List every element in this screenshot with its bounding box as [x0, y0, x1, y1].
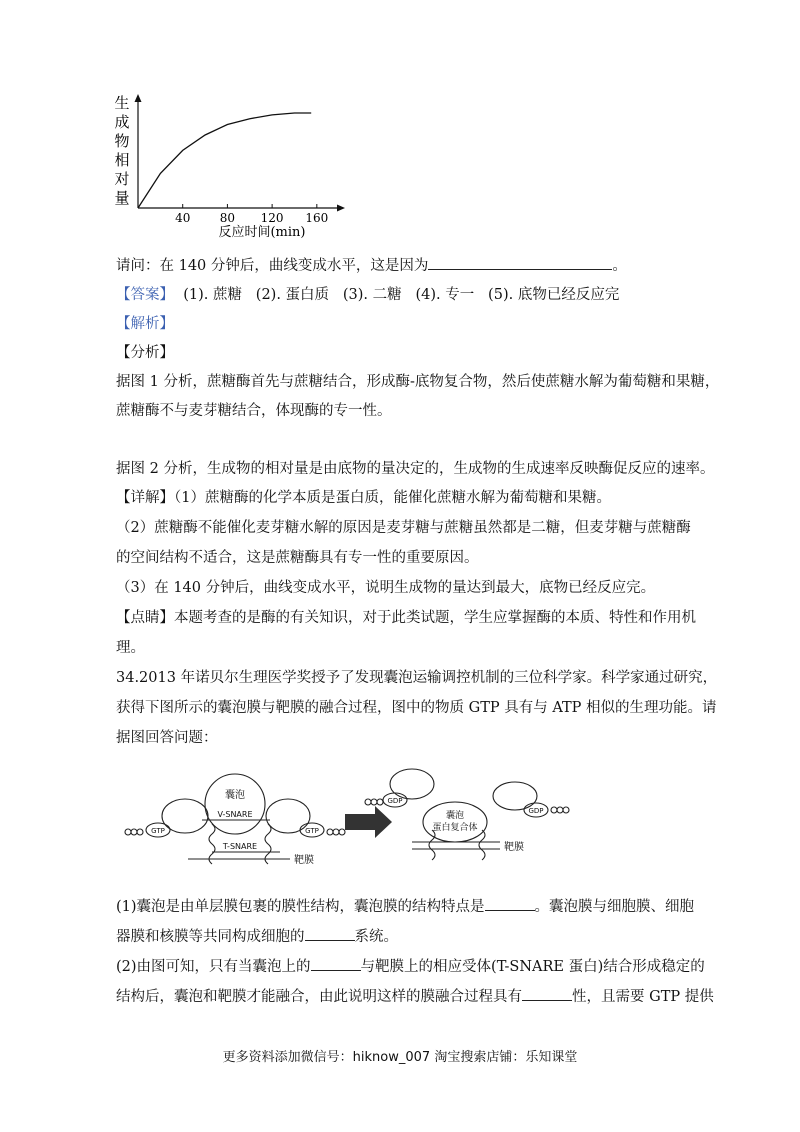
- x-tick-label: 160: [305, 211, 329, 225]
- y-label-char: 相: [114, 151, 130, 169]
- right-chain: [327, 829, 345, 835]
- vesicle-circle: [205, 774, 265, 834]
- complex-ellipse: [423, 802, 487, 842]
- detail2-line2: 的空间结构不适合，这是蔗糖酶具有专一性的重要原因。: [116, 550, 479, 566]
- gdp-right-label: GDP: [528, 807, 544, 815]
- sub2-c: 结构后，囊泡和靶膜才能融合，由此说明这样的膜融合过程具有: [116, 989, 522, 1005]
- x-axis-arrow: [337, 205, 345, 212]
- gtp-left-label: GTP: [151, 827, 165, 835]
- right-protein-ellipse: [266, 799, 310, 833]
- process-arrow: [345, 806, 392, 838]
- q34-line3: 据图回答问题：: [116, 730, 218, 746]
- y-label-char: 量: [114, 189, 130, 207]
- y-label-char: 对: [114, 170, 130, 188]
- gdp-left-label: GDP: [387, 797, 403, 805]
- answer-text: (1). 蔗糖 (2). 蛋白质 (3). 二糖 (4). 专一 (5). 底物已经反应完: [174, 287, 620, 303]
- upper-left-ellipse: [390, 769, 434, 799]
- footer-text: 更多资料添加微信号：hiknow_007 淘宝搜索店铺：乐知课堂: [222, 1050, 578, 1065]
- blank-1[interactable]: [485, 896, 535, 911]
- y-axis-arrow: [135, 94, 142, 102]
- sub1-line2: [116, 926, 398, 947]
- upper-right-chain: [551, 807, 569, 813]
- x-tick-label: 40: [175, 211, 191, 225]
- x-tick-label: 120: [260, 211, 284, 225]
- vesicle-label: 囊泡: [225, 790, 245, 801]
- sub1-c: 器膜和核膜等共同构成细胞的: [116, 929, 305, 945]
- right-target-membrane-label: 靶膜: [504, 842, 524, 853]
- line-series: [138, 113, 311, 208]
- analysis-label: 【解析】: [116, 316, 174, 332]
- gtp-right-label: GTP: [305, 827, 319, 835]
- complex-label-line2: 蛋白复合体: [432, 823, 478, 833]
- fig1-analysis-line2: 蔗糖酶不与麦芽糖结合，体现酶的专一性。: [116, 403, 392, 419]
- complex-label-line1: 囊泡: [445, 811, 465, 821]
- y-label-char: 生: [114, 94, 130, 112]
- x-axis-label: 反应时间(min): [218, 225, 306, 240]
- y-label-char: 物: [114, 132, 130, 150]
- blank-4[interactable]: [522, 986, 572, 1001]
- question-line: [116, 255, 627, 276]
- right-coil: [265, 824, 271, 864]
- left-chain: [125, 829, 143, 835]
- sub2-line2: [116, 986, 714, 1007]
- product-time-chart: [110, 92, 350, 242]
- vesicle-fusion-diagram: [120, 766, 580, 878]
- sub2-d: 性，且需要 GTP 提供: [572, 989, 714, 1005]
- detail-line1: [116, 488, 611, 508]
- upper-left-chain: [365, 799, 383, 805]
- question-text: 请问：在 140 分钟后，曲线变成水平，这是因为: [116, 258, 429, 274]
- fenxi-label: 【分析】: [116, 345, 174, 361]
- q34-line1: 34.2013 年诺贝尔生理医学奖授予了发现囊泡运输调控机制的三位科学家。科学家通过研究，: [116, 670, 718, 686]
- sub1-d: 系统。: [354, 929, 398, 945]
- target-membrane-label: 靶膜: [294, 855, 314, 866]
- sub2-line1: [116, 956, 705, 977]
- blank-2[interactable]: [305, 926, 355, 941]
- y-label-char: 成: [114, 113, 130, 131]
- sub1-a: (1)囊泡是由单层膜包裹的膜性结构，囊泡膜的结构特点是: [116, 899, 485, 915]
- y-axis-label: [114, 94, 129, 207]
- sub2-b: 与靶膜上的相应受体(T-SNARE 蛋白)结合形成稳定的: [360, 959, 705, 975]
- left-coil: [209, 824, 215, 864]
- dianjing-line1: [116, 608, 696, 628]
- upper-right-ellipse: [493, 782, 537, 810]
- blank-3[interactable]: [311, 956, 361, 971]
- answer-label: 【答案】: [116, 287, 174, 303]
- detail1-text: （1）蔗糖酶的化学本质是蛋白质，能催化蔗糖水解为葡萄糖和果糖。: [174, 490, 611, 506]
- period: 。: [612, 258, 627, 274]
- dianjing-label: 【点睛】: [116, 610, 174, 626]
- sub2-a: (2)由图可知，只有当囊泡上的: [116, 959, 311, 975]
- v-snare-label: V-SNARE: [217, 810, 253, 819]
- detail3-line: （3）在 140 分钟后，曲线变成水平，说明生成物的量达到最大，底物已经反应完。: [116, 580, 656, 596]
- fig1-analysis-line1: 据图 1 分析，蔗糖酶首先与蔗糖结合，形成酶-底物复合物，然后使蔗糖水解为葡萄糖和果糖，: [116, 374, 720, 390]
- fig2-analysis-line: 据图 2 分析，生成物的相对量是由底物的量决定的，生成物的生成速率反映酶促反应的速率。: [116, 461, 715, 477]
- detail-label: 【详解】: [116, 490, 174, 506]
- x-tick-label: 80: [219, 211, 236, 225]
- sub1-b: 。囊泡膜与细胞膜、细胞: [534, 899, 695, 915]
- q34-line2: 获得下图所示的囊泡膜与靶膜的融合过程，图中的物质 GTP 具有与 ATP 相似的生理功能。请: [116, 700, 717, 716]
- sub1-line1: [116, 896, 694, 917]
- t-snare-label: T-SNARE: [222, 842, 258, 851]
- answer-line: [116, 285, 619, 305]
- answer-blank[interactable]: [428, 255, 612, 270]
- dianjing-line2: 理。: [116, 640, 145, 656]
- detail2-line1: （2）蔗糖酶不能催化麦芽糖水解的原因是麦芽糖与蔗糖虽然都是二糖，但麦芽糖与蔗糖酶: [116, 520, 691, 536]
- x-ticks: [175, 204, 328, 225]
- dianjing-text: 本题考查的是酶的有关知识，对于此类试题，学生应掌握酶的本质、特性和作用机: [174, 610, 696, 626]
